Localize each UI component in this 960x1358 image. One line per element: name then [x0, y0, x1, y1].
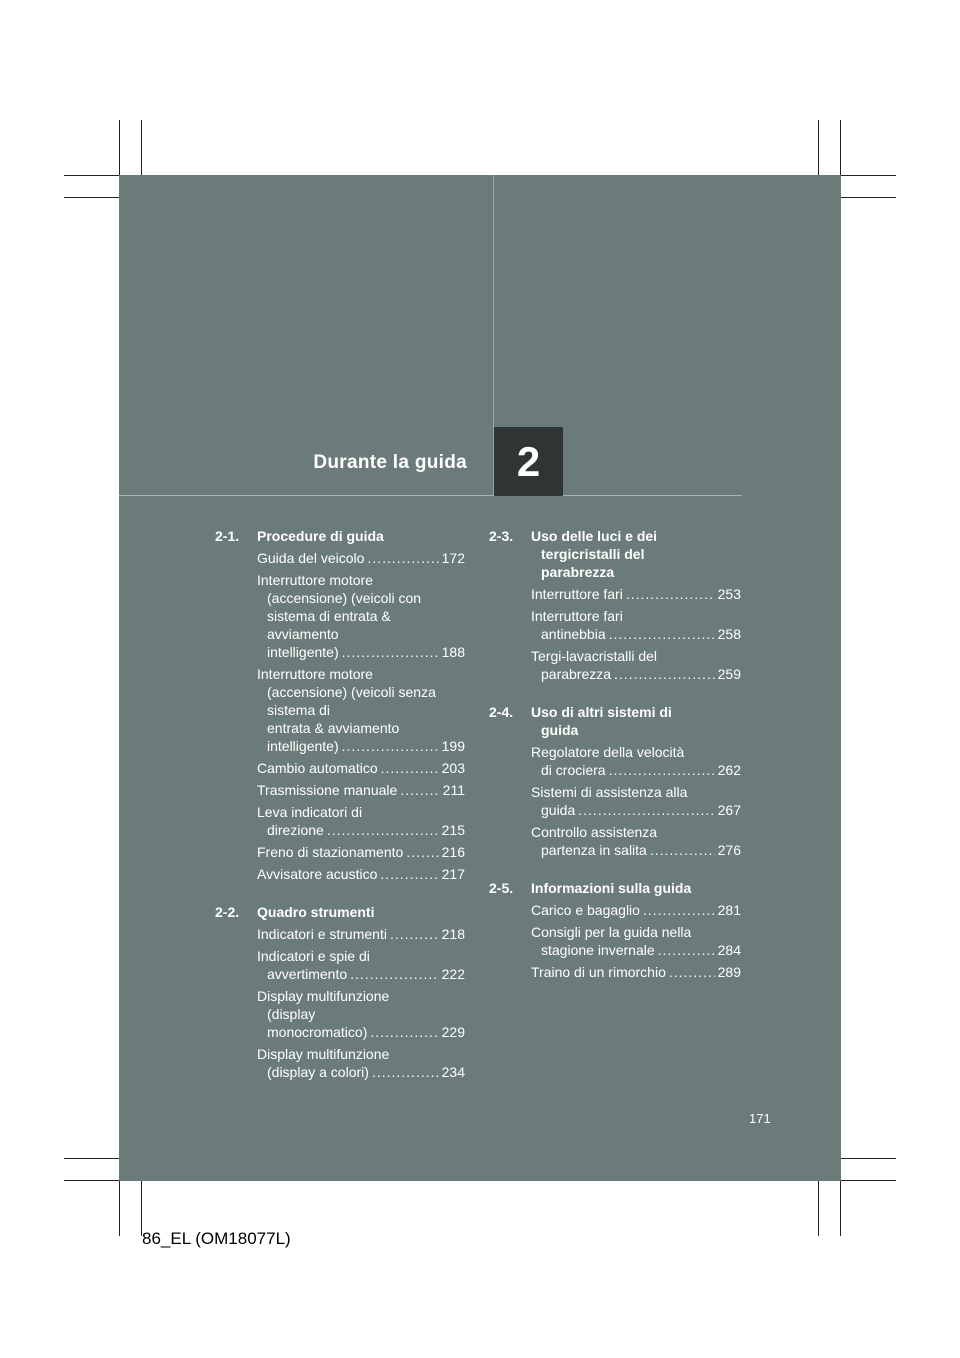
crop-mark: [64, 1180, 119, 1181]
entry-text: Freno di stazionamento: [257, 844, 404, 860]
entry-text: Sistemi di assistenza alla: [531, 784, 688, 800]
entry-text: Indicatori e spie di: [257, 948, 370, 964]
entry-text: avvertimento: [267, 966, 348, 982]
toc-entry[interactable]: [489, 963, 741, 981]
toc-entry[interactable]: [215, 865, 465, 883]
entry-page-number: 203: [441, 760, 465, 776]
section-title: Quadro strumenti: [257, 904, 375, 920]
toc-entry[interactable]: [489, 585, 741, 603]
section-heading: [489, 703, 741, 739]
entry-page-number: 218: [441, 926, 465, 942]
section-title: Uso delle luci e dei: [531, 528, 658, 544]
entry-page-number: 262: [717, 762, 741, 778]
dot-leader: [614, 665, 715, 683]
chapter-title: Durante la guida: [313, 452, 467, 473]
entry-text: intelligente): [267, 644, 339, 660]
entry-page-number: 229: [441, 1024, 465, 1040]
entry-text: (accensione) (veicoli con: [267, 590, 422, 606]
toc-entry[interactable]: [215, 843, 465, 861]
entry-text: Interruttore motore: [257, 666, 373, 682]
entry-text: Trasmissione manuale: [257, 782, 398, 798]
entry-text: Cambio automatico: [257, 760, 378, 776]
toc-entry[interactable]: [489, 783, 741, 819]
entry-text: Leva indicatori di: [257, 804, 363, 820]
toc-column-left: [215, 527, 465, 1101]
section-number: 2-4.: [489, 704, 514, 720]
entry-page-number: 281: [717, 902, 741, 918]
crop-mark: [64, 175, 119, 176]
entry-text: Avvisatore acustico: [257, 866, 378, 882]
dot-leader: [372, 1063, 439, 1081]
entry-text: direzione: [267, 822, 324, 838]
dot-leader: [350, 965, 438, 983]
section-heading: [489, 879, 741, 897]
entry-text: Interruttore fari: [531, 608, 623, 624]
crop-mark: [64, 1158, 119, 1159]
dot-leader: [367, 549, 438, 567]
crop-mark: [141, 1181, 142, 1236]
entry-page-number: 289: [717, 964, 741, 980]
entry-page-number: 199: [441, 738, 465, 754]
dot-leader: [609, 761, 715, 779]
chapter-number-badge: 2: [494, 427, 563, 496]
entry-text: parabrezza: [541, 666, 612, 682]
toc-entry[interactable]: [215, 759, 465, 777]
toc-entry[interactable]: [215, 947, 465, 983]
dot-leader: [400, 781, 439, 799]
entry-text: entrata & avviamento: [267, 720, 400, 736]
dot-leader: [390, 925, 439, 943]
dot-leader: [342, 737, 439, 755]
toc-entry[interactable]: [489, 901, 741, 919]
page-number: 171: [749, 1111, 771, 1126]
entry-page-number: 258: [717, 626, 741, 642]
entry-page-number: 284: [717, 942, 741, 958]
section-number: 2-3.: [489, 528, 514, 544]
entry-text: Traino di un rimorchio: [531, 964, 666, 980]
entry-text: Interruttore fari: [531, 586, 623, 602]
entry-text: Carico e bagaglio: [531, 902, 640, 918]
entry-page-number: 172: [441, 550, 465, 566]
section-number: 2-2.: [215, 904, 240, 920]
toc-entry[interactable]: [489, 607, 741, 643]
crop-mark: [119, 120, 120, 175]
entry-text: Regolatore della velocità: [531, 744, 685, 760]
document-code: 86_EL (OM18077L): [142, 1229, 291, 1248]
section-heading: [215, 903, 465, 921]
entry-text: stagione invernale: [541, 942, 655, 958]
entry-text: Guida del veicolo: [257, 550, 365, 566]
entry-text: di crociera: [541, 762, 606, 778]
entry-page-number: 222: [441, 966, 465, 982]
entry-text: antinebbia: [541, 626, 606, 642]
entry-page-number: 215: [441, 822, 465, 838]
section-title: Procedure di guida: [257, 528, 384, 544]
toc-entry[interactable]: [215, 571, 465, 661]
entry-text: Display multifunzione: [257, 988, 390, 1004]
toc-section: [489, 703, 741, 859]
entry-page-number: 234: [441, 1064, 465, 1080]
toc-section: [489, 527, 741, 683]
crop-mark: [841, 175, 896, 176]
toc-section: [215, 527, 465, 883]
entry-page-number: 267: [717, 802, 741, 818]
entry-page-number: 276: [717, 842, 741, 858]
crop-mark: [818, 1181, 819, 1236]
toc-column-right: [489, 527, 741, 1001]
dot-leader: [381, 759, 439, 777]
entry-page-number: 216: [441, 844, 465, 860]
dot-leader: [658, 941, 715, 959]
dot-leader: [609, 625, 715, 643]
entry-page-number: 188: [441, 644, 465, 660]
entry-text: monocromatico): [267, 1024, 368, 1040]
toc-entry[interactable]: [215, 987, 465, 1041]
dot-leader: [327, 821, 439, 839]
dot-leader: [626, 585, 715, 603]
section-number: 2-1.: [215, 528, 240, 544]
toc-section: [489, 879, 741, 981]
crop-mark: [841, 1158, 896, 1159]
entry-text: intelligente): [267, 738, 339, 754]
toc-entry[interactable]: [489, 647, 741, 683]
dot-leader: [342, 643, 439, 661]
crop-mark: [841, 197, 896, 198]
entry-page-number: 211: [442, 782, 465, 798]
toc-section: [215, 903, 465, 1081]
entry-text: Display multifunzione: [257, 1046, 390, 1062]
dot-leader: [406, 843, 438, 861]
toc-entry[interactable]: [215, 803, 465, 839]
section-heading: [215, 527, 465, 545]
entry-text: partenza in salita: [541, 842, 647, 858]
crop-mark: [818, 120, 819, 175]
section-title: guida: [541, 722, 579, 738]
section-heading: [489, 527, 741, 581]
toc-entry[interactable]: [215, 1045, 465, 1081]
entry-text: (display: [267, 1006, 316, 1022]
entry-text: sistema di entrata &: [267, 608, 391, 624]
crop-mark: [141, 120, 142, 175]
crop-mark: [841, 1180, 896, 1181]
entry-text: Controllo assistenza: [531, 824, 658, 840]
toc-entry[interactable]: [215, 549, 465, 567]
entry-text: Interruttore motore: [257, 572, 373, 588]
section-title: Informazioni sulla guida: [531, 880, 692, 896]
toc-entry[interactable]: [215, 665, 465, 755]
toc-entry[interactable]: [215, 925, 465, 943]
entry-page-number: 253: [717, 586, 741, 602]
dot-leader: [650, 841, 715, 859]
entry-text: Consigli per la guida nella: [531, 924, 692, 940]
crop-mark: [119, 1181, 120, 1236]
entry-text: Indicatori e strumenti: [257, 926, 387, 942]
entry-text: sistema di: [267, 702, 331, 718]
section-title: tergicristalli del: [541, 546, 645, 562]
divider-horizontal: [119, 495, 742, 496]
toc-entry[interactable]: [489, 923, 741, 959]
entry-text: Tergi-lavacristalli del: [531, 648, 658, 664]
crop-mark: [64, 197, 119, 198]
entry-text: avviamento: [267, 626, 339, 642]
section-title: parabrezza: [541, 564, 615, 580]
crop-mark: [840, 120, 841, 175]
manual-page: [119, 175, 841, 1181]
entry-text: guida: [541, 802, 576, 818]
entry-text: (accensione) (veicoli senza: [267, 684, 436, 700]
entry-text: (display a colori): [267, 1064, 369, 1080]
crop-mark: [840, 1181, 841, 1236]
toc-entry[interactable]: [489, 823, 741, 859]
toc-entry[interactable]: [215, 781, 465, 799]
section-number: 2-5.: [489, 880, 514, 896]
entry-page-number: 259: [717, 666, 741, 682]
entry-page-number: 217: [441, 866, 465, 882]
dot-leader: [669, 963, 715, 981]
section-title: Uso di altri sistemi di: [531, 704, 672, 720]
dot-leader: [578, 801, 714, 819]
dot-leader: [370, 1023, 438, 1041]
dot-leader: [380, 865, 438, 883]
toc-entry[interactable]: [489, 743, 741, 779]
dot-leader: [643, 901, 715, 919]
